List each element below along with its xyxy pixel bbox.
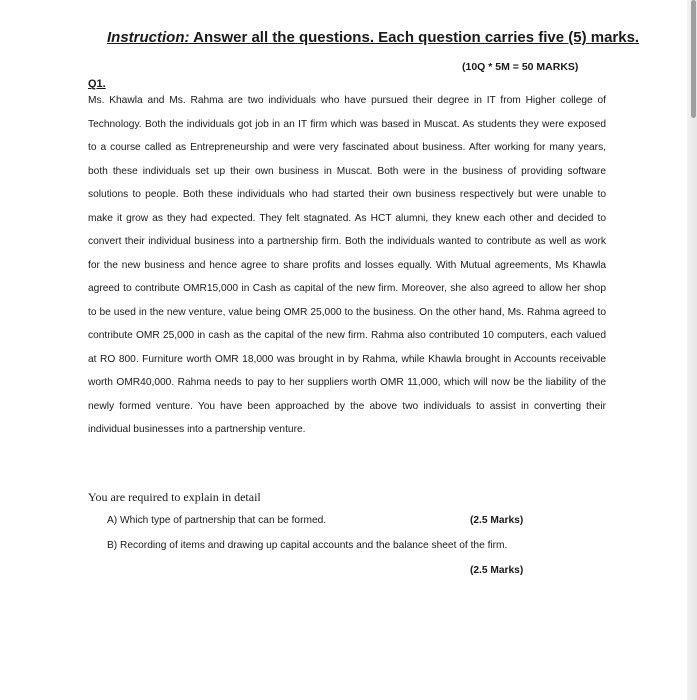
sub-question-a-marks: (2.5 Marks) bbox=[470, 515, 524, 526]
instruction-text: Answer all the questions. Each question carries five (5) marks. bbox=[189, 29, 640, 46]
sub-question-a: A) Which type of partnership that can be formed. bbox=[107, 515, 327, 526]
marks-allocation: (10Q * 5M = 50 MARKS) bbox=[462, 61, 579, 73]
question-prompt: You are required to explain in detail bbox=[88, 490, 261, 504]
question-body: Ms. Khawla and Ms. Rahma are two individuals who have pursued their degree in IT from Higher college of Technology. Both the individuals got job in an IT firm which was based in Muscat. As students they were exposed to a course called as Entrepreneurship and were very fascinated about business. After working for many years, both these individuals set up their own business in Muscat. Both were in the business of providing software solutions to people. Both these individuals who had started their own business respectively but were unable to make it grow as they had expected. They felt stagnated. As HCT alumni, they knew each other and decided to convert their individual business into a partnership firm. Both the individuals wanted to contribute as well as work for the new business and hence agree to share profits and losses equally. With Mutual agreements, Ms Khawla agreed to contribute OMR15,000 in Cash as capital of the new firm. Moreover, she also agreed to allow her shop to be used in the new venture, value being OMR 25,000 to the business. On the other hand, Ms. Rahma agreed to contribute OMR 25,000 in cash as the capital of the new firm. Rahma also contributed 10 computers, each valued at RO 800. Furniture worth OMR 18,000 was brought in by Rahma, while Khawla brought in Accounts receivable worth OMR40,000. Rahma needs to pay to her suppliers worth OMR 11,000, which will now be the liability of the newly formed venture. You have been approached by the above two individuals to assist in converting their individual businesses into a partnership venture. bbox=[88, 95, 606, 435]
scrollbar[interactable] bbox=[691, 0, 696, 118]
instruction-lead: Instruction: bbox=[107, 29, 190, 46]
sub-question-b-marks: (2.5 Marks) bbox=[470, 565, 524, 576]
sub-question-b: B) Recording of items and drawing up capital accounts and the balance sheet of the firm. bbox=[107, 540, 508, 551]
question-label: Q1. bbox=[88, 78, 106, 90]
instruction-heading bbox=[107, 29, 639, 46]
